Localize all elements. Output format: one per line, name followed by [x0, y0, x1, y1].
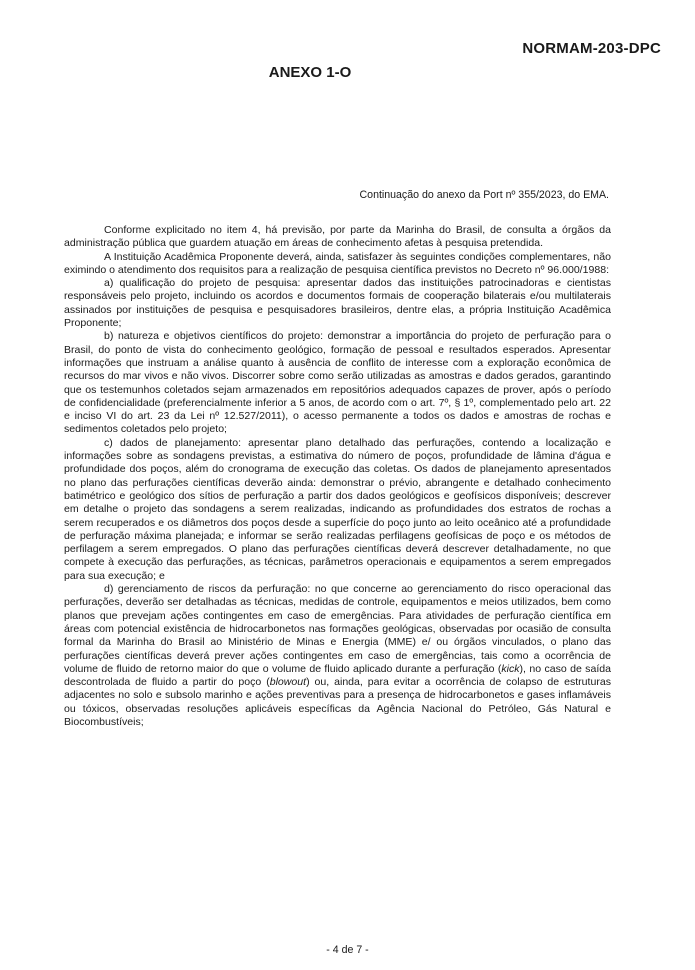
- page-number: - 4 de 7 -: [326, 944, 369, 956]
- document-code: NORMAM-203-DPC: [522, 40, 661, 57]
- item-d-text-1: d) gerenciamento de riscos da perfuração: no que concerne ao gerenciamento do risco operacional das perfurações, deverão ser detalhadas as técnicas, medidas de controle, equipamentos e meios utilizados, bem como planos que prevejam ações contingentes em caso de emergências. Para atividades de perfuração científica em áreas com potencial existência de hidrocarbonetos nas formações geológicas, observadas por ocasião de consulta formal da Marinha do Brasil ao Ministério de Minas e Energia (MME) e/ ou órgãos vinculados, o plano das perfurações científicas deverá prever ações contingentes em caso de emergências, tais como a ocorrência de volume de fluido de retorno maior do que o volume de fluido aplicado durante a perfuração (: [64, 583, 611, 675]
- paragraph-item-a: a) qualificação do projeto de pesquisa: apresentar dados das instituições patrocinadoras e cientistas responsáveis pelo projeto, incluindo os acordos e documentos formais de cooperação bilaterais e/ou multilaterais assinados por instituições de pesquisa e pesquisadores brasileiros, dentre elas, a própria Instituição Acadêmica Proponente;: [64, 277, 611, 330]
- item-d-text-3: ) ou, ainda, para evitar a ocorrência de colapso de estruturas adjacentes no solo e subsolo marinho e ações preventivas para a presença de hidrocarbonetos e gases inflamáveis ou tóxicos, observadas resoluções aplicáveis específicas da Agência Nacional do Petróleo, Gás Natural e Biocombustíveis;: [64, 676, 611, 728]
- continuation-note: Continuação do anexo da Port nº 355/2023, do EMA.: [359, 189, 609, 201]
- paragraph-conditions: A Instituição Acadêmica Proponente deverá, ainda, satisfazer às seguintes condições complementares, não eximindo o atendimento dos requisitos para a realização de pesquisa científica previstos no Decreto nº 96.000/1988:: [64, 250, 611, 276]
- paragraph-item-d: [64, 583, 611, 729]
- item-d-text-2: ), no caso de saída descontrolada de fluido a partir do poço (: [64, 662, 611, 689]
- paragraph-item-b: b) natureza e objetivos científicos do projeto: demonstrar a importância do projeto de perfuração para o Brasil, do ponto de vista do conhecimento geológico, formação de pessoal e resultados esperados. Apresentar informações que instruam a análise quanto à ausência de conflito de interesse com a exploração econômica de recursos do mar vivos e não vivos. Discorrer sobre como serão utilizadas as amostras e dados gerados, garantindo que os testemunhos coletados sejam armazenados em repositórios adequados capazes de prover, após o período de confidencialidade (preferencialmente inferior a 5 anos, de acordo com o art. 7º, § 1º, complementado pelo art. 22 e inciso VI do art. 23 da Lei nº 12.527/2011), o acesso permanente a todos os dados e amostras de rochas e sedimentos coletados pelo projeto;: [64, 330, 611, 436]
- annex-title: ANEXO 1-O: [268, 64, 352, 81]
- document-body: [64, 224, 611, 729]
- term-blowout: blowout: [269, 676, 307, 689]
- paragraph-item-c: c) dados de planejamento: apresentar plano detalhado das perfurações, contendo a localização e informações sobre as sondagens previstas, a estimativa do número de poços, profundidade de lâmina d'água e profundidade dos poços, além do cronograma de execução das coletas. Os dados de planejamento apresentados no plano das perfurações científicas deverão ainda: demonstrar o prévio, abrangente e detalhado conhecimento batimétrico e geológico dos sítios de perfuração a partir dos dados geológicos e geofísicos disponíveis; descrever em detalhe o projeto das sondagens a serem realizadas, indicando as profundidades dos estratos de rochas a serem recuperados e os diâmetros dos poços desde a superfície do poço junto ao leito oceânico até a profundidade de perfuração máxima planejada; e informar se serão realizadas perfilagens geofísicas de poço e os métodos de perfilagem a serem empregados. O plano das perfurações científicas deverá descrever detalhadamente, no que compete à execução das perfurações, as técnicas, parâmetros operacionais e equipamentos a serem empregados para sua execução; e: [64, 436, 611, 582]
- term-kick: kick: [501, 662, 520, 675]
- paragraph-intro: Conforme explicitado no item 4, há previsão, por parte da Marinha do Brasil, de consulta a órgãos da administração pública que guardem atuação em áreas de conhecimento afetas à pesquisa pretendida.: [64, 224, 611, 250]
